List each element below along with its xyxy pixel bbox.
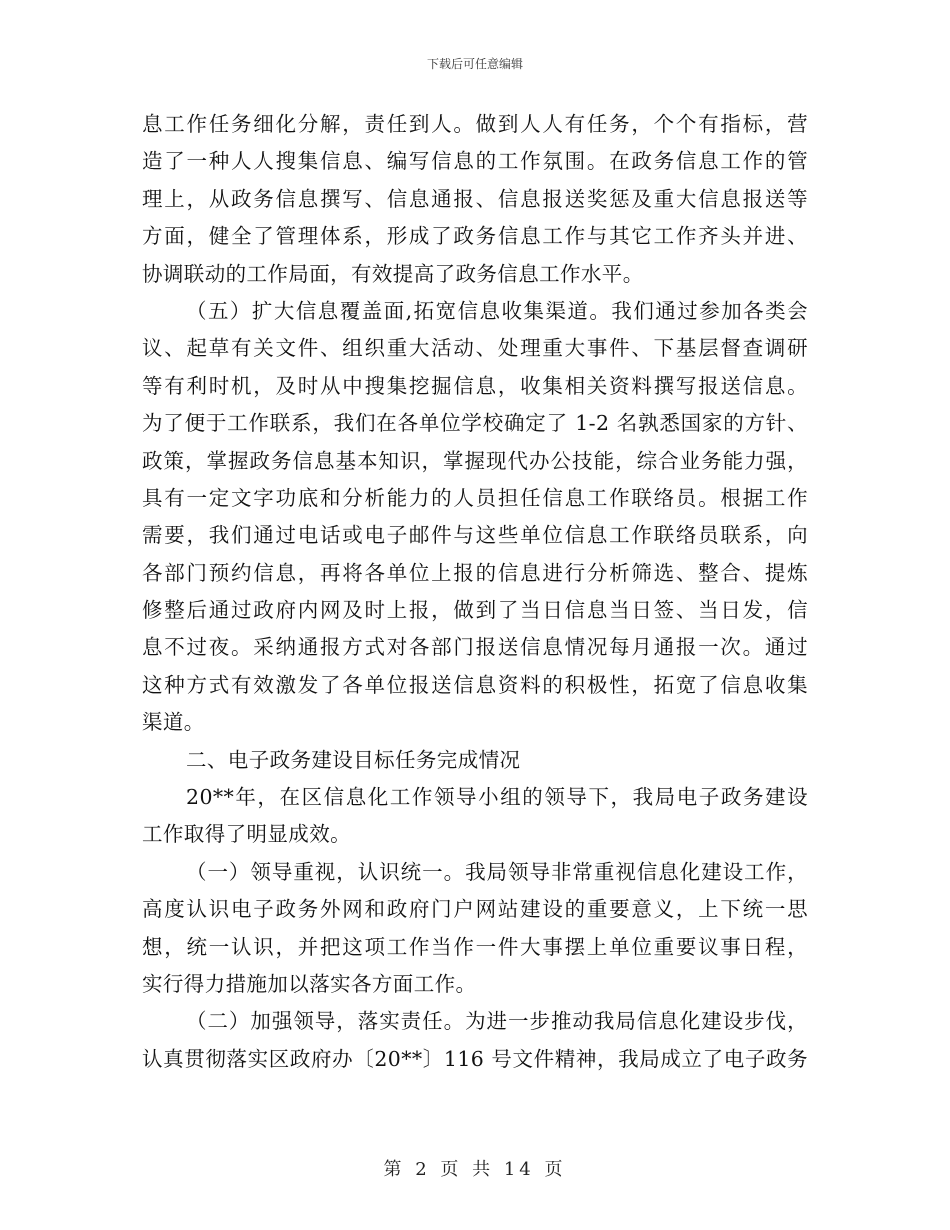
- document-body: [142, 106, 808, 1078]
- text-line: 渠道。: [142, 710, 205, 735]
- text-line: 这种方式有效激发了各单位报送信息资料的积极性，拓宽了信息收集: [142, 672, 808, 697]
- text-line: 议、起草有关文件、组织重大活动、处理重大事件、下基层督查调研: [142, 336, 808, 361]
- text-line: 修整后通过政府内网及时上报，做到了当日信息当日签、当日发，信: [142, 598, 808, 623]
- text-line: 息不过夜。采纳通报方式对各部门报送信息情况每月通报一次。通过: [142, 635, 808, 660]
- text-line: 高度认识电子政务外网和政府门户网站建设的重要意义，上下统一思: [142, 897, 808, 922]
- text-line: 各部门预约信息，再将各单位上报的信息进行分析筛选、整合、提炼: [142, 560, 808, 585]
- text-line: 需要，我们通过电话或电子邮件与这些单位信息工作联络员联系，向: [142, 523, 808, 548]
- text-line: 二、电子政务建设目标任务完成情况: [186, 747, 521, 772]
- text-line: （二）加强领导，落实责任。为进一步推动我局信息化建设步伐，: [186, 1009, 808, 1034]
- text-line: 为了便于工作联系，我们在各单位学校确定了 1-2 名孰悉国家的方针、: [142, 411, 808, 436]
- text-line: 工作取得了明显成效。: [142, 822, 351, 847]
- text-line: 方面，健全了管理体系，形成了政务信息工作与其它工作齐头并进、: [142, 224, 808, 249]
- page-header: 下载后可任意编辑: [426, 57, 523, 71]
- text-line: 具有一定文字功底和分析能力的人员担任信息工作联络员。根据工作: [142, 485, 808, 510]
- text-line: 20**年，在区信息化工作领导小组的领导下，我局电子政务建设: [186, 785, 808, 810]
- page-footer: 第 2 页 共 14 页: [383, 1159, 567, 1180]
- text-line: 实行得力措施加以落实各方面工作。: [142, 971, 477, 996]
- text-line: 认真贯彻落实区政府办〔20**〕116 号文件精神，我局成立了电子政务: [142, 1046, 808, 1071]
- text-line: 政策，掌握政务信息基本知识，掌握现代办公技能，综合业务能力强，: [142, 448, 808, 473]
- text-line: 协调联动的工作局面，有效提高了政务信息工作水平。: [142, 261, 644, 286]
- text-line: 想，统一认识，并把这项工作当作一件大事摆上单位重要议事日程，: [142, 934, 808, 959]
- text-line: 造了一种人人搜集信息、编写信息的工作氛围。在政务信息工作的管: [142, 149, 808, 174]
- text-line: （一）领导重视，认识统一。我局领导非常重视信息化建设工作，: [186, 859, 808, 884]
- text-line: 息工作任务细化分解，责任到人。做到人人有任务，个个有指标，营: [142, 112, 808, 136]
- text-line: 理上，从政务信息撰写、信息通报、信息报送奖惩及重大信息报送等: [142, 186, 808, 211]
- text-line: （五）扩大信息覆盖面,拓宽信息收集渠道。我们通过参加各类会: [186, 298, 808, 323]
- text-line: 等有利时机，及时从中搜集挖掘信息，收集相关资料撰写报送信息。: [142, 373, 808, 398]
